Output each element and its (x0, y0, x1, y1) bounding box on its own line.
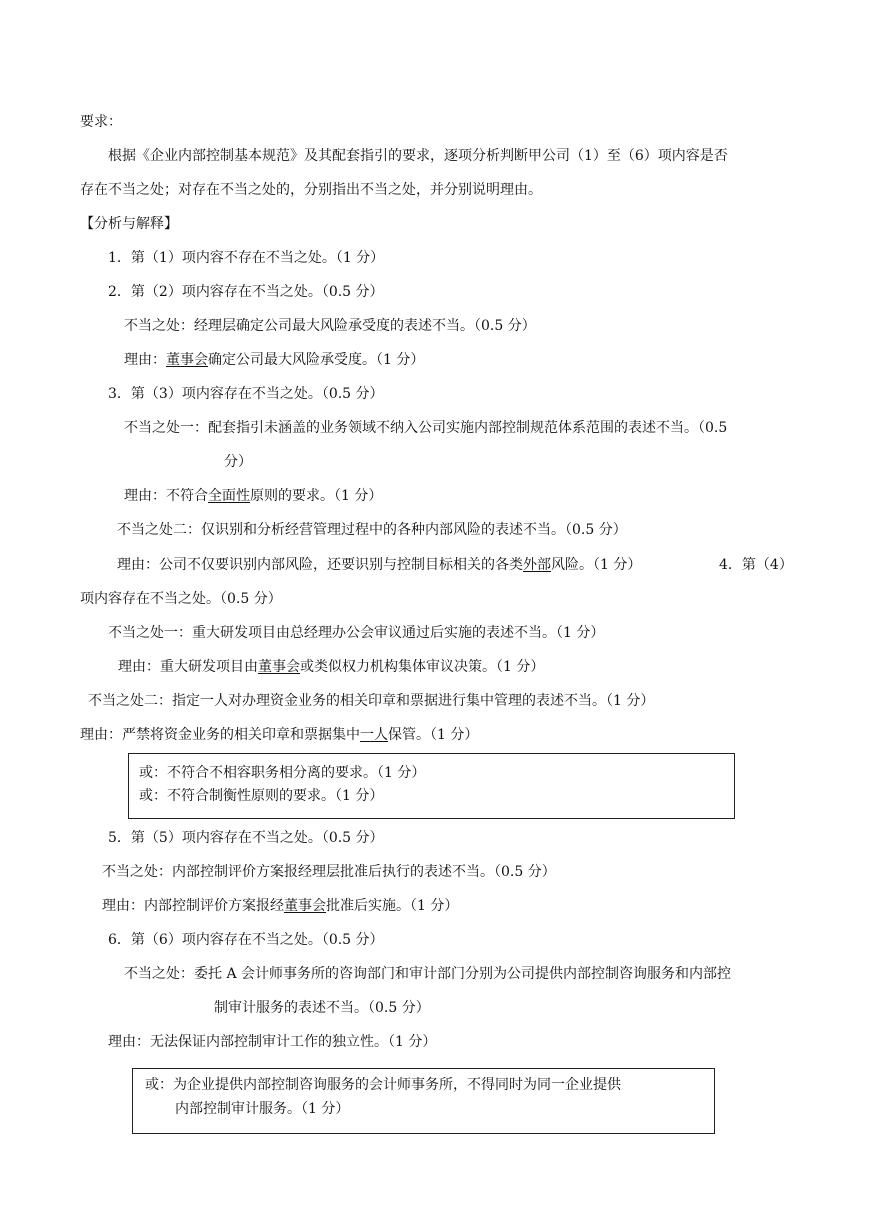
item6-fault-line2: 制审计服务的表述不当。（0.5 分） (214, 1000, 430, 1016)
item3-reason1: 理由：不符合全面性原则的要求。（1 分） (124, 488, 383, 504)
item6-fault-line1: 不当之处：委托 A 会计师事务所的咨询部门和审计部门分别为公司提供内部控制咨询服务和内部控 (124, 966, 732, 982)
item2-conclusion: 2．第（2）项内容存在不当之处。（0.5 分） (108, 284, 384, 300)
item3-fault2: 不当之处二：仅识别和分析经营管理过程中的各种内部风险的表述不当。（0.5 分） (117, 522, 627, 538)
underlined-term: 董事会 (258, 659, 300, 675)
requirement-heading: 要求： (80, 114, 122, 130)
item3-conclusion: 3．第（3）项内容存在不当之处。（0.5 分） (108, 386, 384, 402)
item6-box-line2: 内部控制审计服务。（1 分） (175, 1101, 350, 1117)
underlined-term: 董事会 (166, 352, 208, 368)
item5-fault: 不当之处：内部控制评价方案报经理层批准后执行的表述不当。（0.5 分） (102, 864, 556, 880)
item4-fault2: 不当之处二：指定一人对办理资金业务的相关印章和票据进行集中管理的表述不当。（1 分） (88, 693, 655, 709)
item2-fault: 不当之处：经理层确定公司最大风险承受度的表述不当。（0.5 分） (124, 318, 536, 334)
underlined-term: 董事会 (284, 898, 326, 914)
underlined-term: 全面性 (208, 488, 250, 504)
item4-fault1: 不当之处一：重大研发项目由总经理办公会审议通过后实施的表述不当。（1 分） (108, 625, 605, 641)
underlined-term: 外部 (523, 557, 551, 573)
item3-reason2: 理由：公司不仅要识别内部风险，还要识别与控制目标相关的各类外部风险。（1 分） (117, 557, 642, 573)
item6-reason: 理由：无法保证内部控制审计工作的独立性。（1 分） (108, 1034, 437, 1050)
item6-alternative-box (132, 1068, 715, 1134)
item3-fault1-line2: 分） (224, 454, 252, 470)
item6-box-line1: 或：为企业提供内部控制咨询服务的会计师事务所，不得同时为同一企业提供 (145, 1077, 621, 1093)
requirement-paragraph-line2: 存在不当之处；对存在不当之处的，分别指出不当之处，并分别说明理由。 (80, 182, 542, 198)
item5-reason: 理由：内部控制评价方案报经董事会批准后实施。（1 分） (102, 898, 459, 914)
requirement-paragraph-line1: 根据《企业内部控制基本规范》及其配套指引的要求，逐项分析判断甲公司（1）至（6）项内容是否 (108, 148, 728, 164)
item4-box-line1: 或：不符合不相容职务相分离的要求。（1 分） (139, 765, 426, 781)
item4-alternative-box (128, 753, 735, 819)
item2-reason: 理由：董事会确定公司最大风险承受度。（1 分） (124, 352, 425, 368)
item6-conclusion: 6．第（6）项内容存在不当之处。（0.5 分） (108, 932, 384, 948)
item4-conclusion-line1: 4．第（4） (719, 557, 793, 573)
item1-conclusion: 1．第（1）项内容不存在不当之处。（1 分） (108, 250, 385, 266)
item4-reason2: 理由：严禁将资金业务的相关印章和票据集中一人保管。（1 分） (80, 727, 479, 743)
item4-conclusion-line2: 项内容存在不当之处。（0.5 分） (80, 591, 282, 607)
item3-fault1-line1: 不当之处一：配套指引未涵盖的业务领域不纳入公司实施内部控制规范体系范围的表述不当。（0.5 (124, 420, 728, 436)
analysis-heading: 【分析与解释】 (80, 216, 178, 232)
item5-conclusion: 5．第（5）项内容存在不当之处。（0.5 分） (108, 830, 384, 846)
underlined-term: 一人 (360, 727, 388, 743)
item4-reason1: 理由：重大研发项目由董事会或类似权力机构集体审议决策。（1 分） (118, 659, 545, 675)
item4-box-line2: 或：不符合制衡性原则的要求。（1 分） (139, 788, 384, 804)
